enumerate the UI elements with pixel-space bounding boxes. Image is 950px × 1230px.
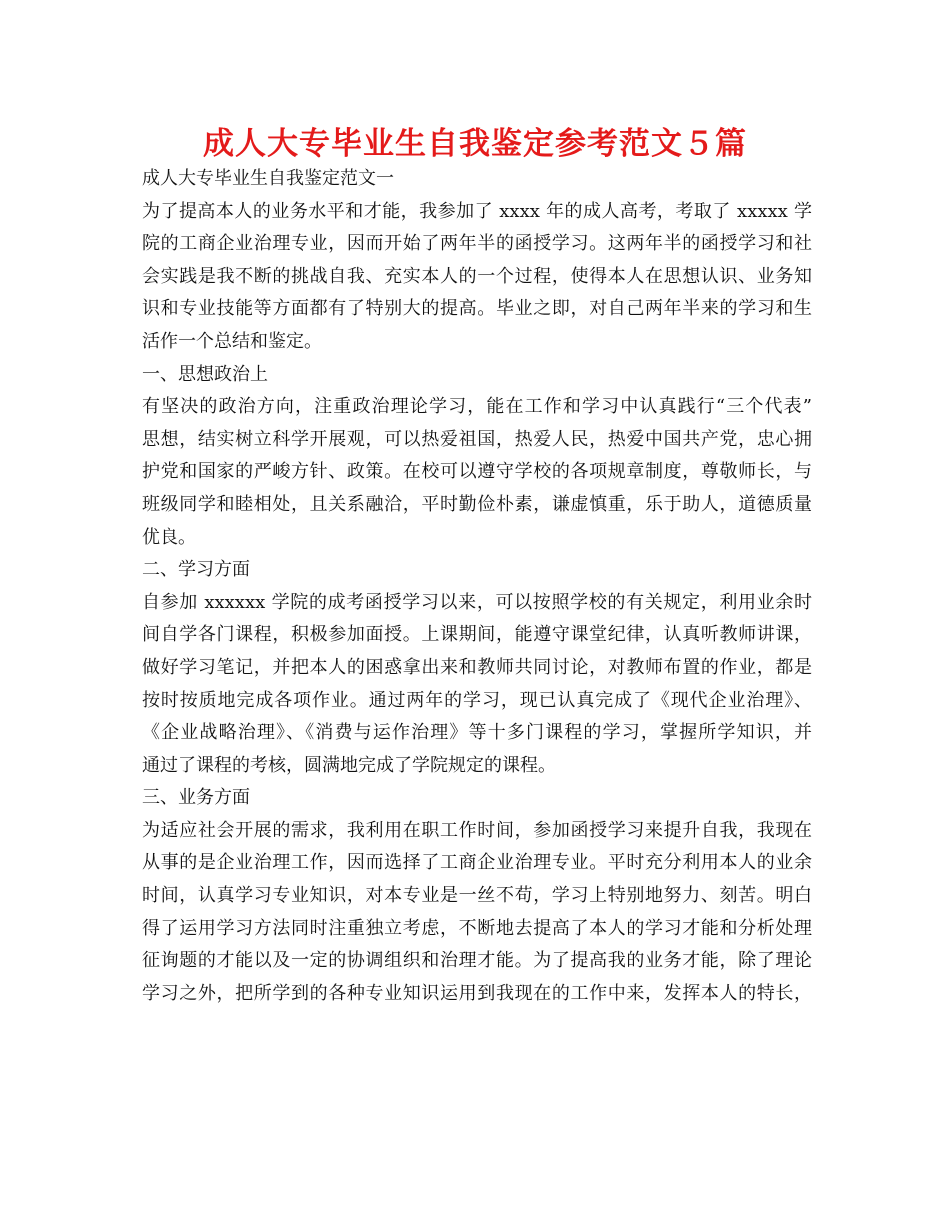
text-line: 院的工商企业治理专业，因而开始了两年半的函授学习。这两年半的函授学习和社 <box>142 233 812 255</box>
text-line: 班级同学和睦相处，且关系融洽，平时勤俭朴素，谦虚慎重，乐于助人，道德质量 <box>142 493 812 515</box>
text-line: 二、学习方面 <box>142 559 250 581</box>
text-line: 《企业战略治理》、《消费与运作治理》等十多门课程的学习，掌握所学知识，并 <box>142 722 812 744</box>
text-line: 通过了课程的考核，圆满地完成了学院规定的课程。 <box>142 754 556 776</box>
text-line: 一、思想政治上 <box>142 363 268 385</box>
text-line: 从事的是企业治理工作，因而选择了工商企业治理专业。平时充分利用本人的业余 <box>142 852 812 874</box>
document-title: 成人大专毕业生自我鉴定参考范文５篇 <box>203 126 747 162</box>
text-line: 识和专业技能等方面都有了特别大的提高。毕业之即，对自己两年半来的学习和生 <box>142 298 812 320</box>
text-line: 成人大专毕业生自我鉴定范文一 <box>142 168 394 189</box>
text-line: 活作一个总结和鉴定。 <box>142 330 322 352</box>
text-line: 为了提高本人的业务水平和才能，我参加了 xxxx 年的成人高考，考取了 xxxxx 学 <box>142 200 812 222</box>
text-line: 征询题的才能以及一定的协调组织和治理才能。为了提高我的业务才能，除了理论 <box>142 950 812 972</box>
text-line: 思想，结实树立科学开展观，可以热爱祖国，热爱人民，热爱中国共产党，忠心拥 <box>142 428 812 450</box>
document-body <box>142 163 812 1010</box>
text-line: 做好学习笔记，并把本人的困惑拿出来和教师共同讨论，对教师布置的作业，都是 <box>142 656 812 678</box>
text-line: 学习之外，把所学到的各种专业知识运用到我现在的工作中来，发挥本人的特长， <box>142 982 812 1004</box>
text-line: 优良。 <box>142 526 196 548</box>
text-line: 护党和国家的严峻方针、政策。在校可以遵守学校的各项规章制度，尊敬师长，与 <box>142 461 812 483</box>
text-line: 按时按质地完成各项作业。通过两年的学习，现已认真完成了《现代企业治理》、 <box>142 689 812 711</box>
text-line: 会实践是我不断的挑战自我、充实本人的一个过程，使得本人在思想认识、业务知 <box>142 265 812 287</box>
text-line: 有坚决的政治方向，注重政治理论学习，能在工作和学习中认真践行“三个代表” <box>142 396 812 418</box>
text-line: 自参加 xxxxxx 学院的成考函授学习以来，可以按照学校的有关规定，利用业余时 <box>142 591 812 613</box>
text-line: 间自学各门课程，积极参加面授。上课期间，能遵守课堂纪律，认真听教师讲课， <box>142 624 812 646</box>
text-line: 为适应社会开展的需求，我利用在职工作时间，参加函授学习来提升自我，我现在 <box>142 819 812 841</box>
text-line: 得了运用学习方法同时注重独立考虑，不断地去提高了本人的学习才能和分析处理 <box>142 917 812 939</box>
text-line: 三、业务方面 <box>142 787 250 809</box>
text-line: 时间，认真学习专业知识，对本专业是一丝不苟，学习上特别地努力、刻苦。明白 <box>142 885 812 907</box>
